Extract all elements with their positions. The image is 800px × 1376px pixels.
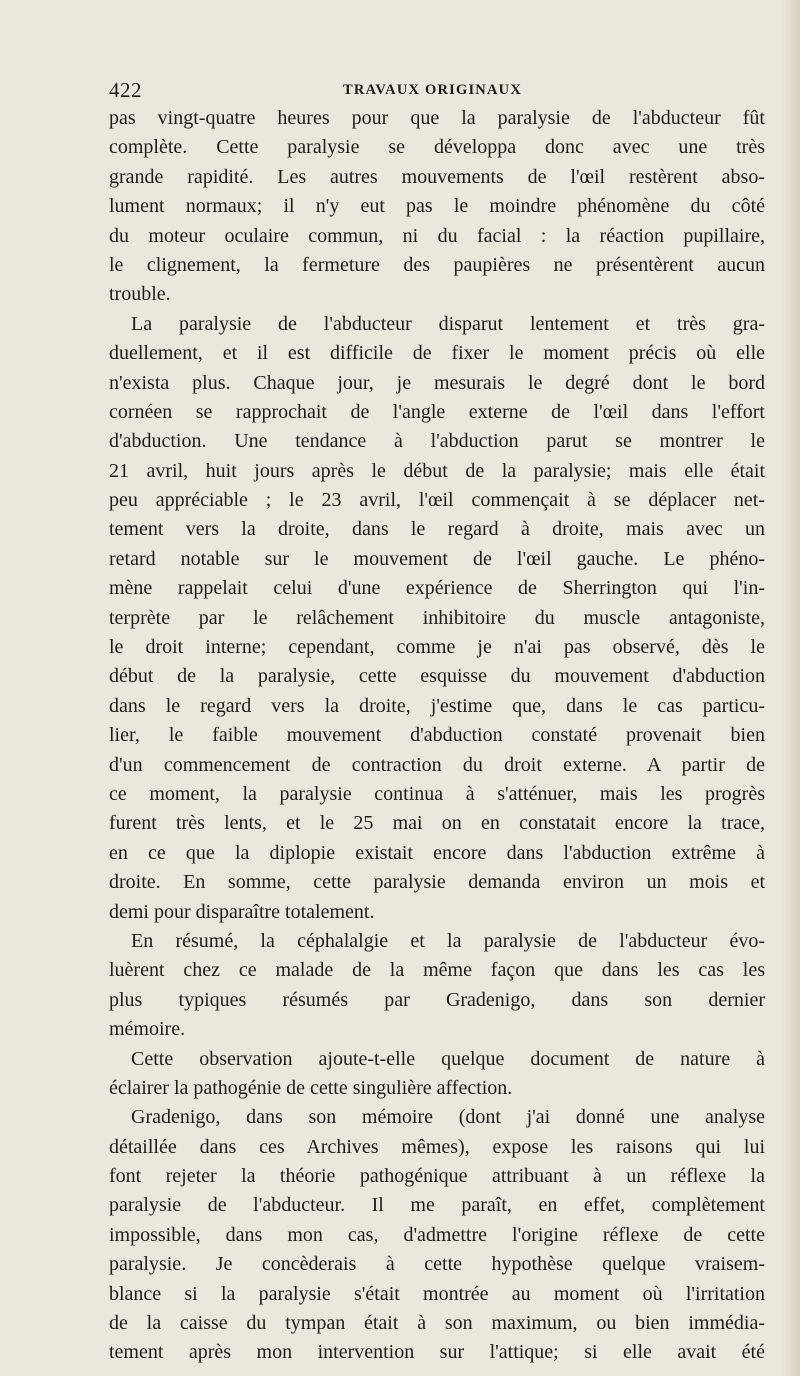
text-line: d'un commencement de contraction du droit externe. A partir de xyxy=(109,753,765,776)
text-line: La paralysie de l'abducteur disparut lentement et très gra- xyxy=(131,312,765,335)
text-line: droite. En somme, cette paralysie demanda environ un mois et xyxy=(109,871,765,894)
text-line: paralysie de l'abducteur. Il me paraît, en effet, complètement xyxy=(109,1194,765,1217)
text-line: retard notable sur le mouvement de l'œil gauche. Le phéno- xyxy=(109,547,765,570)
text-line: paralysie. Je concèderais à cette hypothèse quelque vraisem- xyxy=(109,1253,765,1276)
text-line: n'exista plus. Chaque jour, je mesurais le degré dont le bord xyxy=(109,371,765,394)
text-line: détaillée dans ces Archives mêmes), expose les raisons qui lui xyxy=(109,1135,765,1158)
text-line: grande rapidité. Les autres mouvements de l'œil restèrent abso- xyxy=(109,165,765,188)
text-line: de la caisse du tympan était à son maximum, ou bien immédia- xyxy=(109,1312,765,1335)
text-line: 21 avril, huit jours après le début de la paralysie; mais elle était xyxy=(109,459,765,482)
page-edge-shadow xyxy=(782,0,800,1376)
text-line: impossible, dans mon cas, d'admettre l'origine réflexe de cette xyxy=(109,1223,765,1246)
running-head xyxy=(109,78,759,102)
text-line: peu appréciable ; le 23 avril, l'œil commençait à se déplacer net- xyxy=(109,489,765,512)
text-line: tement après mon intervention sur l'attique; si elle avait été xyxy=(109,1341,765,1364)
text-line: mène rappelait celui d'une expérience de Sherrington qui l'in- xyxy=(109,577,765,600)
text-line: terprète par le relâchement inhibitoire du muscle antagoniste, xyxy=(109,606,765,629)
text-line: trouble. xyxy=(109,283,171,306)
text-line: En résumé, la céphalalgie et la paralysie de l'abducteur évo- xyxy=(131,929,765,952)
text-line: blance si la paralysie s'était montrée au moment où l'irritation xyxy=(109,1282,765,1305)
text-line: mémoire. xyxy=(109,1018,186,1041)
text-line: pas vingt-quatre heures pour que la paralysie de l'abducteur fût xyxy=(109,107,765,129)
text-line: en ce que la diplopie existait encore dans l'abduction extrême à xyxy=(109,841,765,864)
body-text xyxy=(109,104,765,1368)
text-line: d'abduction. Une tendance à l'abduction parut se montrer le xyxy=(109,430,765,453)
text-line: lument normaux; il n'y eut pas le moindre phénomène du côté xyxy=(109,195,765,218)
text-line: le clignement, la fermeture des paupières ne présentèrent aucun xyxy=(109,253,765,276)
text-line: demi pour disparaître totalement. xyxy=(109,900,375,923)
text-line: ce moment, la paralysie continua à s'atténuer, mais les progrès xyxy=(109,782,765,805)
text-line: font rejeter la théorie pathogénique attribuant à un réflexe la xyxy=(109,1165,765,1188)
text-line: le droit interne; cependant, comme je n'ai pas observé, dès le xyxy=(109,636,765,659)
text-line: lier, le faible mouvement d'abduction constaté provenait bien xyxy=(109,724,765,747)
text-line: luèrent chez ce malade de la même façon que dans les cas les xyxy=(109,959,765,982)
page-number: 422 xyxy=(109,78,142,102)
text-line: éclairer la pathogénie de cette singulière affection. xyxy=(109,1076,513,1099)
text-line: duellement, et il est difficile de fixer le moment précis où elle xyxy=(109,342,765,365)
text-line: cornéen se rapprochait de l'angle externe de l'œil dans l'effort xyxy=(109,400,765,423)
text-line: furent très lents, et le 25 mai on en constatait encore la trace, xyxy=(109,812,765,835)
text-line: Gradenigo, dans son mémoire (dont j'ai donné une analyse xyxy=(131,1106,765,1129)
text-line: du moteur oculaire commun, ni du facial : la réaction pupillaire, xyxy=(109,224,765,247)
text-line: dans le regard vers la droite, j'estime que, dans le cas particu- xyxy=(109,694,765,717)
text-line: plus typiques résumés par Gradenigo, dans son dernier xyxy=(109,988,765,1011)
running-title: TRAVAUX ORIGINAUX xyxy=(343,82,522,98)
text-line: Cette observation ajoute-t-elle quelque document de nature à xyxy=(131,1047,765,1070)
text-line: début de la paralysie, cette esquisse du mouvement d'abduction xyxy=(109,665,765,688)
text-line: tement vers la droite, dans le regard à droite, mais avec un xyxy=(109,518,765,541)
text-line: complète. Cette paralysie se développa donc avec une très xyxy=(109,136,765,159)
